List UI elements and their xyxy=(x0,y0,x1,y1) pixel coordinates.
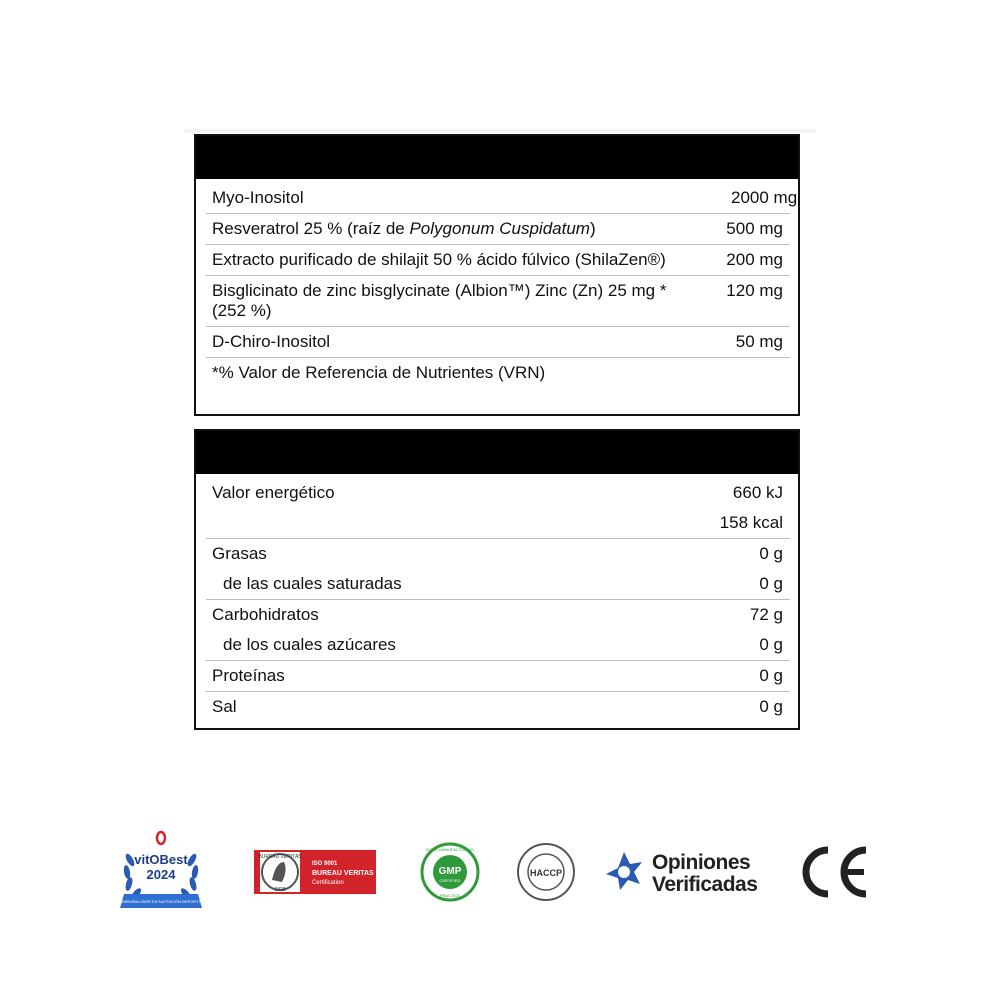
top-divider xyxy=(184,129,816,133)
table-row xyxy=(206,327,790,358)
ingredients-table xyxy=(194,134,800,416)
svg-text:COMPAÑÍA LÍDER EN NUTRICIÓN DE: COMPAÑÍA LÍDER EN NUTRICIÓN DEPORTIVA xyxy=(118,899,204,904)
row-value: 660 kJ xyxy=(732,483,783,502)
table-row xyxy=(206,600,790,630)
table-row xyxy=(206,508,790,539)
row-value: 0 g xyxy=(759,544,783,563)
row-value: 50 mg xyxy=(735,332,783,351)
row-value: 200 mg xyxy=(726,250,783,269)
table-row xyxy=(206,245,790,276)
footnote-text: *% Valor de Referencia de Nutrientes (VRN) xyxy=(212,363,546,382)
row-label: Proteínas xyxy=(212,666,285,685)
table-row xyxy=(206,183,798,214)
row-label: Extracto purificado de shilajit 50 % ácido fúlvico (ShilaZen®) xyxy=(212,250,666,269)
table-row xyxy=(206,661,790,692)
row-label: de los cuales azúcares xyxy=(223,635,396,654)
row-label: Valor energético xyxy=(212,483,335,502)
table-row xyxy=(206,630,790,661)
nutrition-table xyxy=(194,429,800,730)
svg-text:PRACTICE: PRACTICE xyxy=(439,893,461,898)
svg-text:GOOD MANUFACTURING: GOOD MANUFACTURING xyxy=(425,847,475,852)
row-label: Bisglicinato de zinc bisglycinate (Albion™) Zinc (Zn) 25 mg * (252 %) xyxy=(212,281,667,320)
ce-mark-icon xyxy=(796,842,870,902)
verified-reviews-star-icon xyxy=(604,848,774,898)
table-header-bar xyxy=(196,136,798,179)
table-row xyxy=(206,478,790,508)
label-text: Resveratrol 25 % (raíz de xyxy=(212,219,410,238)
svg-text:Certification: Certification xyxy=(312,880,344,886)
label-text: ) xyxy=(589,219,596,238)
row-value: 0 g xyxy=(759,574,783,593)
table-row xyxy=(206,276,790,327)
row-value: 158 kcal xyxy=(719,513,783,532)
laurel-wreath-icon xyxy=(118,830,204,912)
table-row xyxy=(206,539,790,569)
svg-text:BUREAU VERITAS: BUREAU VERITAS xyxy=(312,870,374,877)
bureau-veritas-seal-icon xyxy=(254,850,376,894)
svg-text:ISO 9001: ISO 9001 xyxy=(312,861,338,867)
svg-text:Verificadas: Verificadas xyxy=(652,873,758,896)
row-value: 0 g xyxy=(759,635,783,654)
row-value: 0 g xyxy=(759,697,783,716)
row-label: Grasas xyxy=(212,544,267,563)
svg-text:vitOBest: vitOBest xyxy=(134,852,188,867)
bureau-veritas-logo xyxy=(254,850,376,894)
row-label: Carbohidratos xyxy=(212,605,319,624)
svg-text:1828: 1828 xyxy=(274,887,286,893)
row-label: Myo-Inositol xyxy=(212,188,304,207)
svg-text:2024: 2024 xyxy=(146,867,176,882)
botanical-name: Polygonum Cuspidatum xyxy=(409,219,590,238)
svg-text:HACCP: HACCP xyxy=(529,868,563,878)
table-footnote xyxy=(206,358,790,388)
ce-mark-logo xyxy=(796,842,870,902)
certification-logos xyxy=(0,830,1000,920)
svg-text:CERTIFIED: CERTIFIED xyxy=(439,878,461,883)
row-value: 0 g xyxy=(759,666,783,685)
row-value: 2000 mg xyxy=(731,188,798,207)
row-label: D-Chiro-Inositol xyxy=(212,332,331,351)
gmp-certified-logo xyxy=(420,842,480,902)
svg-text:Opiniones: Opiniones xyxy=(652,851,751,874)
row-label xyxy=(212,219,726,239)
table-header-bar xyxy=(196,431,798,474)
table-row xyxy=(206,569,790,600)
table-row xyxy=(206,214,790,245)
row-value: 72 g xyxy=(749,605,783,624)
svg-text:GMP: GMP xyxy=(438,866,462,877)
gmp-seal-icon xyxy=(420,842,480,902)
opiniones-verificadas-logo xyxy=(604,848,774,898)
row-label: Sal xyxy=(212,697,237,716)
svg-text:BUREAU VERITAS: BUREAU VERITAS xyxy=(258,854,302,860)
vitobest-award-logo xyxy=(118,830,204,912)
row-value: 120 mg xyxy=(726,281,783,300)
haccp-seal-icon xyxy=(516,842,576,902)
row-label: de las cuales saturadas xyxy=(223,574,402,593)
table-row xyxy=(206,692,790,722)
haccp-logo xyxy=(516,842,576,902)
row-value: 500 mg xyxy=(726,219,783,238)
